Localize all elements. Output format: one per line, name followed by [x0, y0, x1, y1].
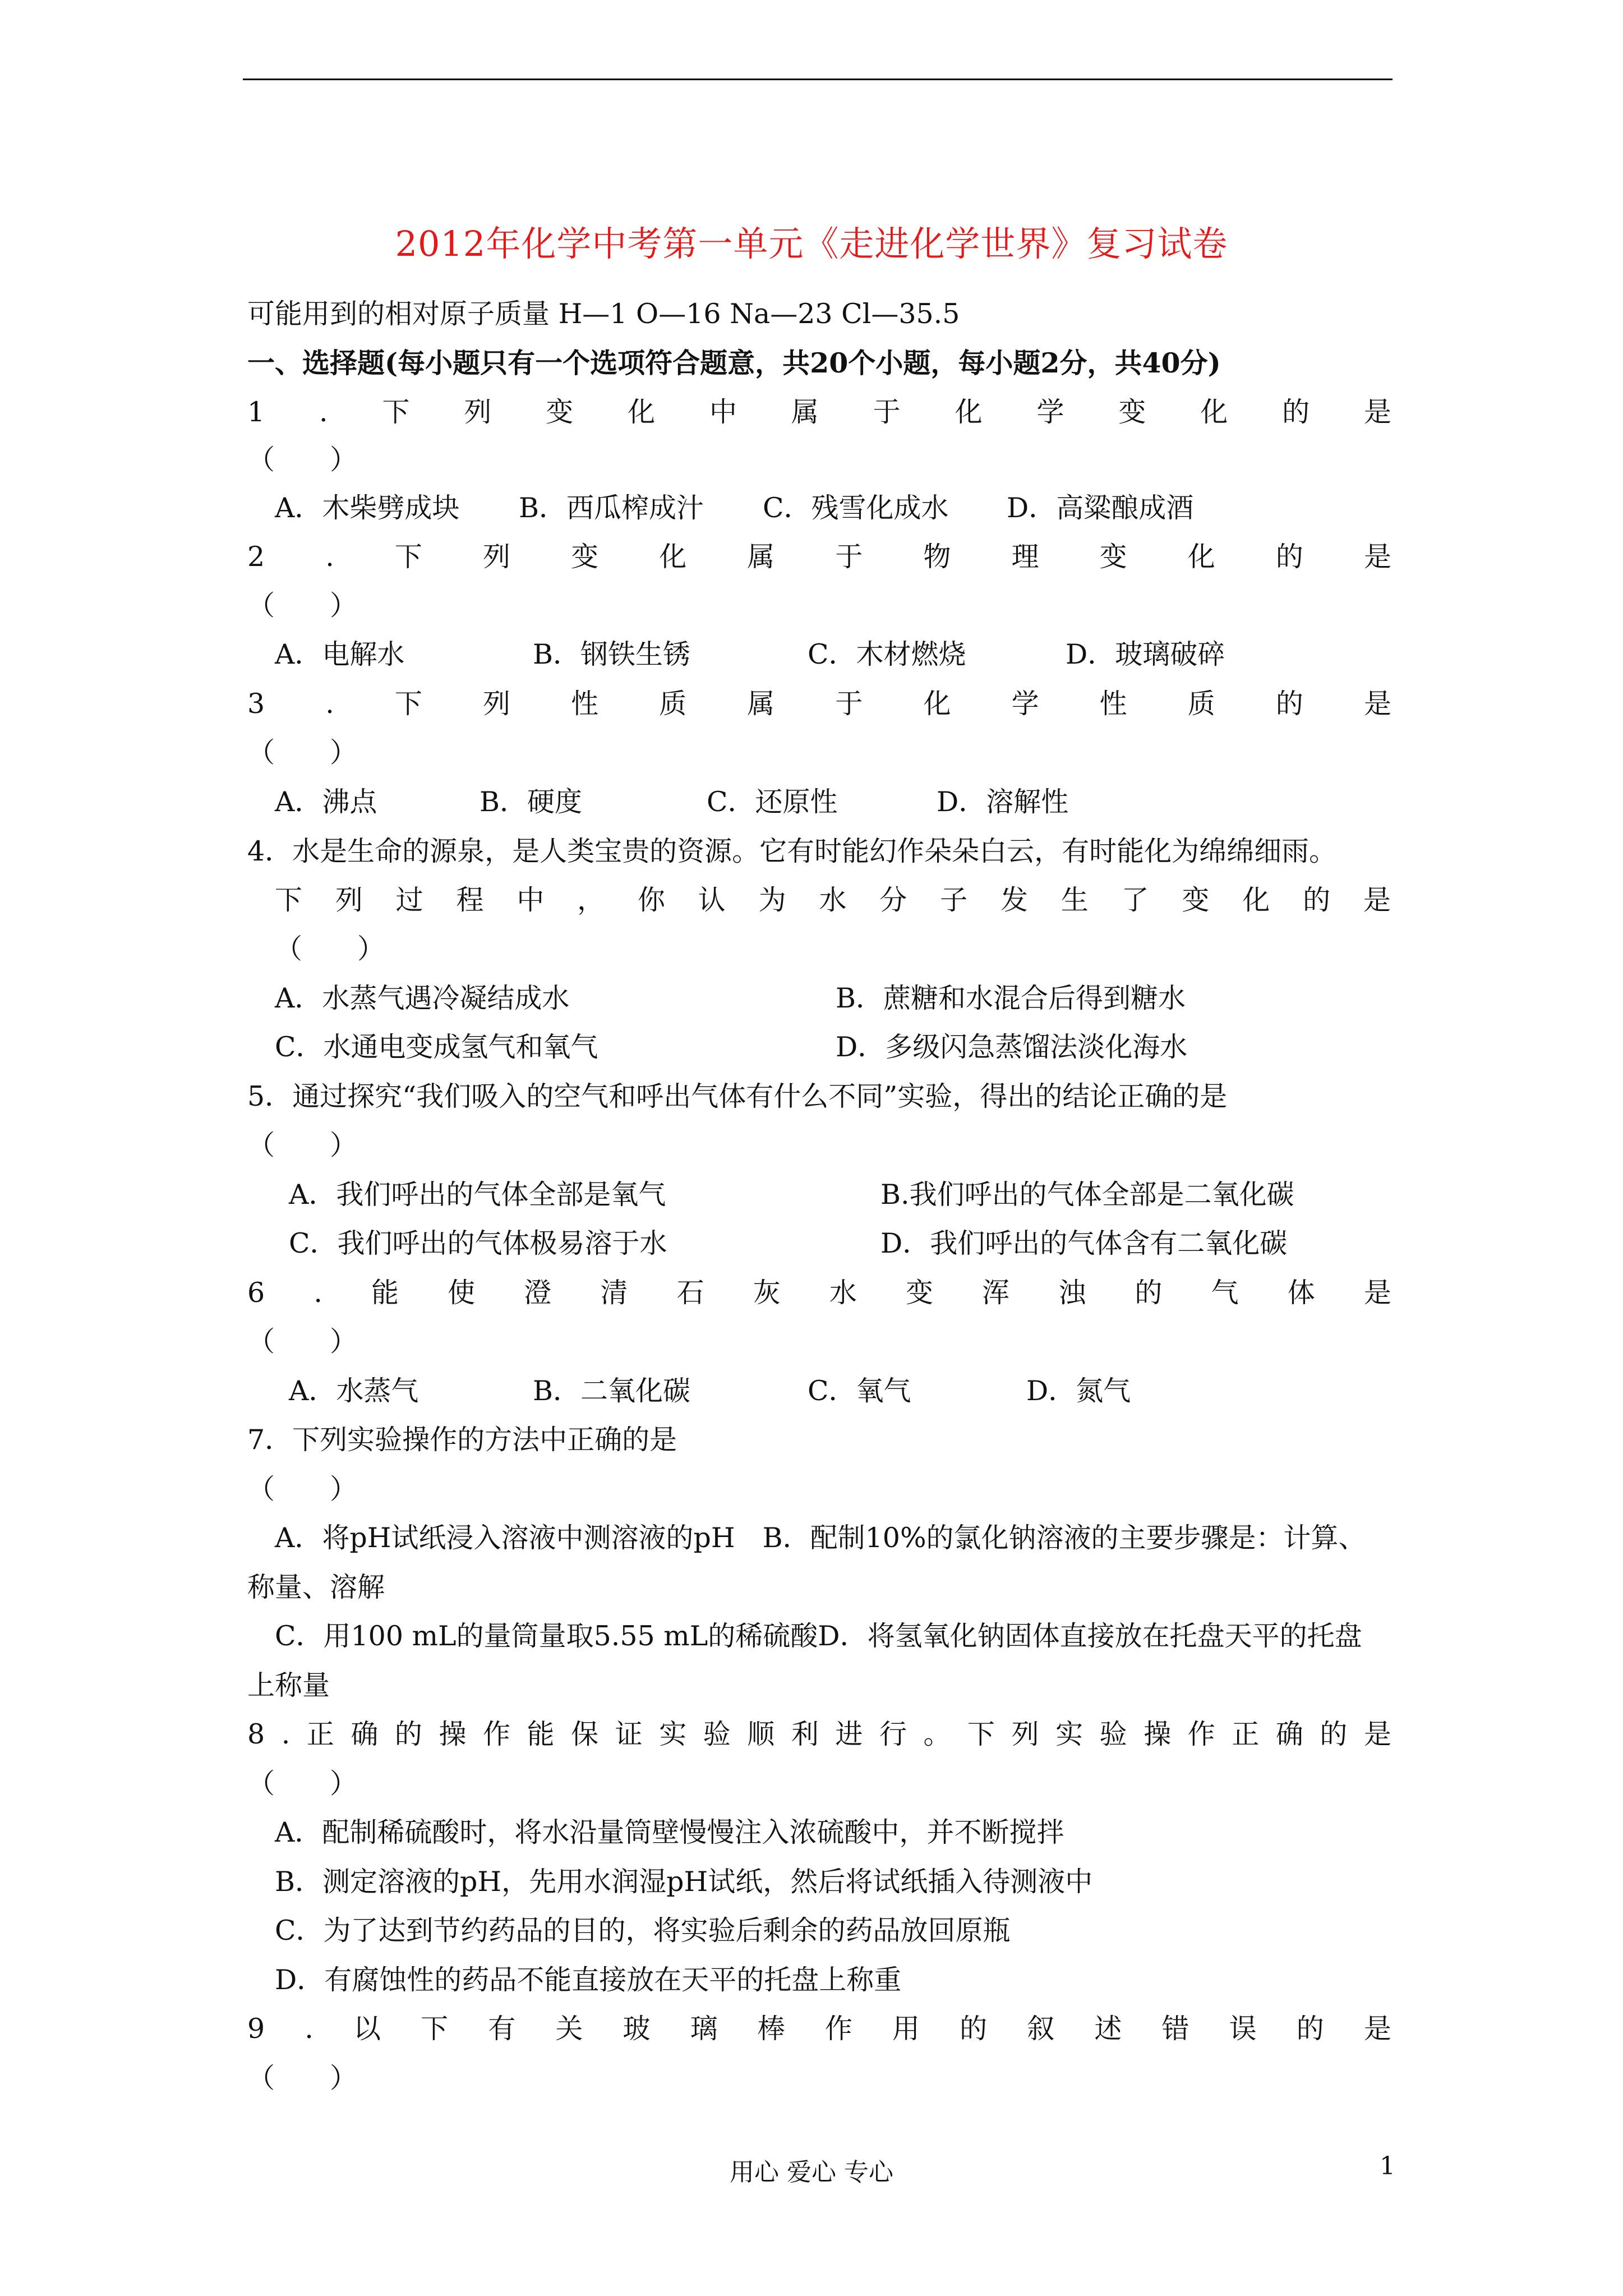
- question-4-stem-line-2: [275, 884, 1391, 917]
- question-7-paren: （ ）: [247, 1473, 358, 1505]
- q9-stem-char: 有: [488, 2013, 516, 2045]
- page-footer: 用心 爱心 专心: [730, 2158, 893, 2187]
- question-1-stem: [247, 395, 1391, 429]
- question-5-option-c: C．我们呼出的气体极易溶于水: [289, 1227, 667, 1259]
- q4-stem-char: 为: [758, 884, 786, 916]
- q4-stem-char: ，: [577, 884, 605, 916]
- q3-stem-char: 是: [1363, 688, 1391, 720]
- question-5-option-a: A．我们呼出的气体全部是氧气: [289, 1179, 666, 1211]
- q8-stem-char: 的: [1320, 1718, 1348, 1750]
- q9-stem-char: 错: [1161, 2013, 1189, 2045]
- atomic-mass-line: 可能用到的相对原子质量 H—1 O—16 Na—23 Cl—35.5: [247, 298, 960, 330]
- q9-stem-char: 9: [247, 2013, 265, 2045]
- q1-stem-char: 变: [546, 396, 574, 428]
- question-8-option-b: B．测定溶液的pH，先用水润湿pH试纸，然后将试纸插入待测液中: [275, 1866, 1093, 1898]
- question-6-stem: [247, 1276, 1391, 1310]
- q8-stem-char: 作: [1187, 1718, 1215, 1750]
- q9-stem-char: 是: [1363, 2013, 1391, 2045]
- q9-stem-char: 下: [421, 2013, 449, 2045]
- section-header: 一、选择题(每小题只有一个选项符合题意，共20个小题，每小题2分，共40分): [247, 347, 1221, 379]
- q6-stem-char: 体: [1287, 1277, 1315, 1309]
- question-6-option-d: D．氮气: [1026, 1375, 1131, 1407]
- q1-stem-char: 1: [247, 396, 265, 428]
- question-8-stem: [247, 1718, 1391, 1751]
- q2-stem-char: 变: [1099, 541, 1127, 573]
- q6-stem-char: 清: [600, 1277, 628, 1309]
- question-3-option-d: D．溶解性: [937, 786, 1069, 818]
- q9-stem-char: 棒: [757, 2013, 785, 2045]
- question-9-paren: （ ）: [247, 2062, 358, 2094]
- q2-stem-char: 化: [1187, 541, 1215, 573]
- q6-stem-char: 水: [829, 1277, 857, 1309]
- q8-stem-char: 顺: [747, 1718, 775, 1750]
- question-5-stem: 5．通过探究“我们吸入的空气和呼出气体有什么不同”实验，得出的结论正确的是: [247, 1080, 1228, 1112]
- question-8-option-a: A．配制稀硫酸时，将水沿量筒壁慢慢注入浓硫酸中，并不断搅拌: [275, 1816, 1064, 1848]
- q4-stem-char: 分: [879, 884, 907, 916]
- q4-stem-char: 列: [335, 884, 363, 916]
- question-6-paren: （ ）: [247, 1326, 358, 1358]
- page-number: 1: [1380, 2152, 1395, 2180]
- q2-stem-char: 于: [835, 541, 863, 573]
- q9-stem-char: 的: [960, 2013, 988, 2045]
- q2-stem-char: 列: [483, 541, 511, 573]
- q3-stem-char: 性: [571, 688, 599, 720]
- q9-stem-char: 玻: [623, 2013, 651, 2045]
- q4-stem-char: 中: [517, 884, 545, 916]
- q1-stem-char: .: [319, 396, 328, 428]
- q8-stem-char: 进: [835, 1718, 863, 1750]
- q4-stem-char: 化: [1242, 884, 1270, 916]
- question-2-option-b: B．钢铁生锈: [533, 638, 691, 670]
- question-7-stem: 7．下列实验操作的方法中正确的是: [247, 1424, 677, 1456]
- q9-stem-char: .: [305, 2013, 313, 2045]
- question-5-paren: （ ）: [247, 1129, 358, 1161]
- question-3-option-c: C．还原性: [707, 786, 838, 818]
- q2-stem-char: 的: [1275, 541, 1303, 573]
- q6-stem-char: .: [313, 1277, 322, 1309]
- question-7-option-ab-cont: 称量、溶解: [247, 1571, 385, 1603]
- q2-stem-char: 是: [1363, 541, 1391, 573]
- question-8-option-d: D．有腐蚀性的药品不能直接放在天平的托盘上称重: [275, 1964, 902, 1996]
- q4-stem-char: 下: [275, 884, 303, 916]
- q2-stem-char: 物: [923, 541, 951, 573]
- q9-stem-char: 以: [353, 2013, 381, 2045]
- q3-stem-char: 质: [1187, 688, 1215, 720]
- page-title: 2012年化学中考第一单元《走进化学世界》复习试卷: [395, 223, 1228, 264]
- q8-stem-char: 列: [1011, 1718, 1039, 1750]
- question-9-stem: [247, 2012, 1391, 2046]
- question-8-paren: （ ）: [247, 1768, 358, 1800]
- q8-stem-char: 的: [394, 1718, 422, 1750]
- q8-stem-char: 。: [923, 1718, 951, 1750]
- q6-stem-char: 浑: [982, 1277, 1010, 1309]
- q2-stem-char: 化: [659, 541, 687, 573]
- q1-stem-char: 于: [873, 396, 901, 428]
- q3-stem-char: 化: [923, 688, 951, 720]
- question-4-stem: 4．水是生命的源泉，是人类宝贵的资源。它有时能幻作朵朵白云，有时能化为绵绵细雨。: [247, 835, 1337, 867]
- q9-stem-char: 误: [1229, 2013, 1257, 2045]
- question-1-paren: （ ）: [247, 444, 358, 476]
- question-3-option-b: B．硬度: [479, 786, 583, 818]
- q8-stem-char: 利: [791, 1718, 819, 1750]
- q6-stem-char: 的: [1135, 1277, 1163, 1309]
- question-1-option-b: B．西瓜榨成汁: [519, 492, 704, 524]
- q4-stem-char: 认: [698, 884, 726, 916]
- q1-stem-char: 变: [1118, 396, 1146, 428]
- q9-stem-char: 的: [1296, 2013, 1324, 2045]
- question-1-option-d: D．高粱酿成酒: [1007, 492, 1194, 524]
- q8-stem-char: 验: [703, 1718, 731, 1750]
- q2-stem-char: 属: [747, 541, 775, 573]
- q3-stem-char: 学: [1011, 688, 1039, 720]
- question-7-option-cd: C．用100 mL的量筒量取5.55 mL的稀硫酸D．将氢氧化钠固体直接放在托盘天平的托盘: [275, 1620, 1362, 1652]
- q8-stem-char: 确: [1275, 1718, 1303, 1750]
- q1-stem-char: 的: [1282, 396, 1310, 428]
- q4-stem-char: 发: [1000, 884, 1028, 916]
- q8-stem-char: 正: [306, 1718, 334, 1750]
- question-6-option-a: A．水蒸气: [289, 1375, 419, 1407]
- q6-stem-char: 使: [448, 1277, 476, 1309]
- q8-stem-char: 证: [615, 1718, 643, 1750]
- q8-stem-char: 操: [1144, 1718, 1172, 1750]
- q2-stem-char: .: [325, 541, 334, 573]
- q4-stem-char: 程: [456, 884, 484, 916]
- q8-stem-char: 实: [659, 1718, 687, 1750]
- q1-stem-char: 中: [709, 396, 737, 428]
- question-2-option-a: A．电解水: [275, 638, 405, 670]
- question-7-option-ab: A．将pH试纸浸入溶液中测溶液的pH B．配制10%的氯化钠溶液的主要步骤是：计算、: [275, 1522, 1366, 1554]
- q4-stem-char: 变: [1182, 884, 1210, 916]
- q4-stem-char: 的: [1303, 884, 1331, 916]
- question-7-option-cd-cont: 上称量: [247, 1669, 330, 1701]
- q8-stem-char: 验: [1099, 1718, 1127, 1750]
- q8-stem-char: 操: [439, 1718, 467, 1750]
- q8-stem-char: 正: [1232, 1718, 1260, 1750]
- question-4-option-d: D．多级闪急蒸馏法淡化海水: [836, 1031, 1188, 1063]
- q9-stem-char: 关: [555, 2013, 583, 2045]
- q8-stem-char: 是: [1363, 1718, 1391, 1750]
- q6-stem-char: 能: [371, 1277, 399, 1309]
- q3-stem-char: 于: [835, 688, 863, 720]
- q1-stem-char: 是: [1363, 396, 1391, 428]
- q8-stem-char: 能: [527, 1718, 555, 1750]
- q2-stem-char: 变: [571, 541, 599, 573]
- q3-stem-char: 质: [659, 688, 687, 720]
- question-3-option-a: A．沸点: [275, 786, 377, 818]
- q1-stem-char: 学: [1036, 396, 1064, 428]
- question-6-option-b: B．二氧化碳: [533, 1375, 691, 1407]
- q4-stem-char: 生: [1061, 884, 1089, 916]
- question-1-option-c: C．残雪化成水: [763, 492, 949, 524]
- q6-stem-char: 澄: [524, 1277, 552, 1309]
- question-4-option-b: B．蔗糖和水混合后得到糖水: [836, 982, 1186, 1014]
- q4-stem-char: 是: [1363, 884, 1391, 916]
- q1-stem-char: 化: [955, 396, 983, 428]
- q3-stem-char: 性: [1099, 688, 1127, 720]
- q8-stem-char: 保: [571, 1718, 599, 1750]
- q8-stem-char: .: [281, 1718, 291, 1750]
- q6-stem-char: 气: [1211, 1277, 1239, 1309]
- header-rule: [243, 79, 1393, 80]
- q3-stem-char: .: [325, 688, 334, 720]
- q2-stem-char: 下: [394, 541, 422, 573]
- q6-stem-char: 灰: [753, 1277, 781, 1309]
- question-3-stem: [247, 687, 1391, 721]
- q1-stem-char: 下: [382, 396, 410, 428]
- q6-stem-char: 变: [906, 1277, 934, 1309]
- question-5-option-d: D．我们呼出的气体含有二氧化碳: [880, 1227, 1288, 1259]
- question-8-option-c: C．为了达到节约药品的目的，将实验后剩余的药品放回原瓶: [275, 1915, 1011, 1947]
- q1-stem-char: 列: [464, 396, 492, 428]
- question-4-option-c: C．水通电变成氢气和氧气: [275, 1031, 598, 1063]
- q6-stem-char: 6: [247, 1277, 265, 1309]
- q3-stem-char: 3: [247, 688, 265, 720]
- q8-stem-char: 行: [879, 1718, 907, 1750]
- q4-stem-char: 水: [819, 884, 847, 916]
- q4-stem-char: 过: [395, 884, 423, 916]
- question-4-option-a: A．水蒸气遇冷凝结成水: [275, 982, 570, 1014]
- q3-stem-char: 的: [1275, 688, 1303, 720]
- q1-stem-char: 属: [791, 396, 819, 428]
- question-2-option-d: D．玻璃破碎: [1066, 638, 1225, 670]
- q1-stem-char: 化: [1200, 396, 1228, 428]
- q1-stem-char: 化: [628, 396, 656, 428]
- question-6-option-c: C．氧气: [808, 1375, 911, 1407]
- question-3-paren: （ ）: [247, 737, 358, 769]
- q9-stem-char: 用: [892, 2013, 920, 2045]
- q6-stem-char: 是: [1363, 1277, 1391, 1309]
- q2-stem-char: 理: [1011, 541, 1039, 573]
- q8-stem-char: 8: [247, 1718, 265, 1750]
- q6-stem-char: 石: [676, 1277, 704, 1309]
- q2-stem-char: 2: [247, 541, 265, 573]
- q9-stem-char: 璃: [690, 2013, 718, 2045]
- q8-stem-char: 实: [1055, 1718, 1083, 1750]
- q4-stem-char: 你: [637, 884, 665, 916]
- q3-stem-char: 属: [747, 688, 775, 720]
- q3-stem-char: 下: [394, 688, 422, 720]
- question-4-paren: （ ）: [275, 933, 385, 965]
- question-5-option-b: B.我们呼出的气体全部是二氧化碳: [880, 1179, 1294, 1211]
- q9-stem-char: 叙: [1027, 2013, 1055, 2045]
- question-1-option-a: A．木柴劈成块: [275, 492, 460, 524]
- q9-stem-char: 述: [1094, 2013, 1122, 2045]
- q8-stem-char: 作: [483, 1718, 511, 1750]
- q8-stem-char: 确: [351, 1718, 379, 1750]
- q4-stem-char: 了: [1121, 884, 1149, 916]
- question-2-option-c: C．木材燃烧: [808, 638, 966, 670]
- q3-stem-char: 列: [483, 688, 511, 720]
- q9-stem-char: 作: [824, 2013, 852, 2045]
- question-2-paren: （ ）: [247, 590, 358, 622]
- q8-stem-char: 下: [967, 1718, 995, 1750]
- q6-stem-char: 浊: [1058, 1277, 1086, 1309]
- q4-stem-char: 子: [940, 884, 968, 916]
- question-2-stem: [247, 540, 1391, 574]
